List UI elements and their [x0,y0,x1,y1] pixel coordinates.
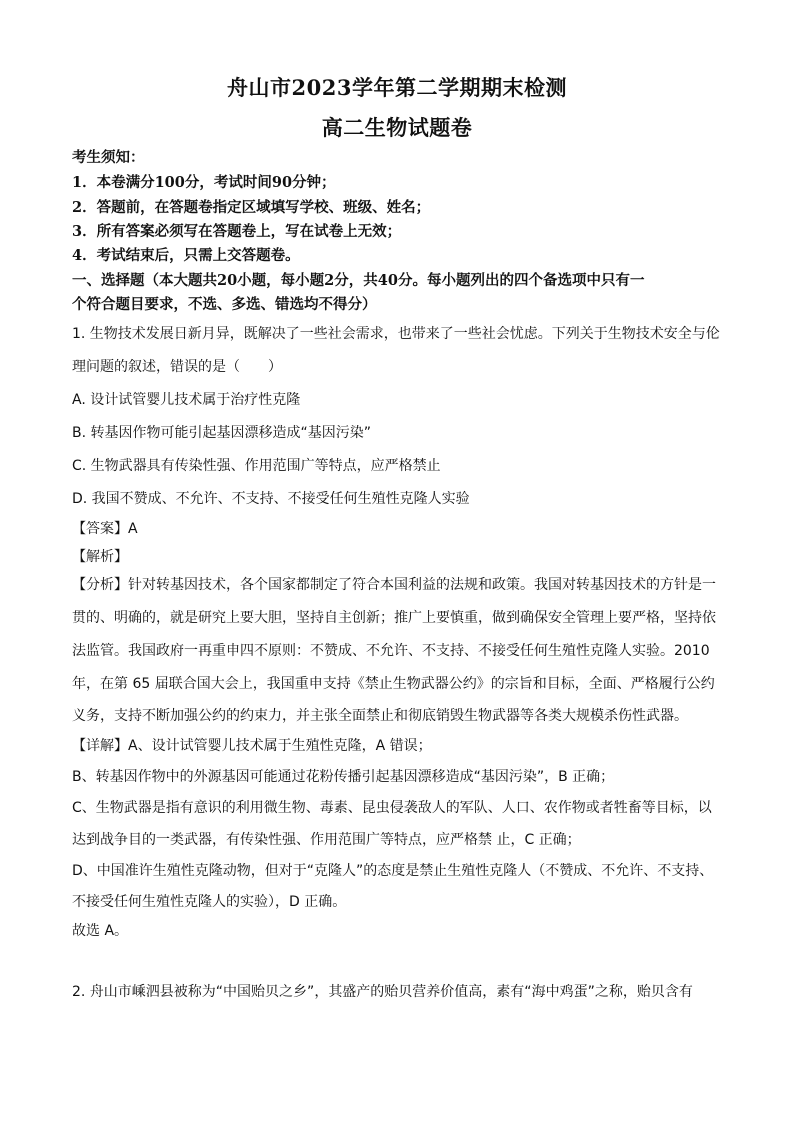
q1-detail-line: B、转基因作物中的外源基因可能通过花粉传播引起基因漂移造成“基因污染”，B 正确； [72,769,615,785]
q1-analysis-line: 年，在第 65 届联合国大会上，我国重申支持《禁止生物武器公约》的宗旨和目标，全面、严格履行公约 [72,676,715,692]
q1-analysis-line: 贯的、明确的，就是研究上要大胆，坚持自主创新；推广上要慎重，做到确保安全管理上要严格，坚持依 [72,610,716,626]
q1-detail-line: C、生物武器是指有意识的利用微生物、毒素、昆虫侵袭敌人的军队、人口、农作物或者牲畜等目标，以 [72,800,712,816]
q1-detail-line: 不接受任何生殖性克隆人的实验），D 正确。 [72,894,347,910]
q1-option-b: B. 转基因作物可能引起基因漂移造成“基因污染” [72,425,372,441]
q1-stem: 1. 生物技术发展日新月异，既解决了一些社会需求，也带来了一些社会忧虑。下列关于生物技术安全与伦 [72,326,720,342]
q1-option-d: D. 我国不赞成、不允许、不支持、不接受任何生殖性克隆人实验 [72,491,470,507]
exam-title: 舟山市2023学年第二学期期末检测 [227,75,567,100]
q2-stem: 2. 舟山市嵊泗县被称为“中国贻贝之乡”，其盛产的贻贝营养价值高，素有“海中鸡蛋”之称，贻贝含有 [72,984,693,1000]
notice-item: 2．答题前，在答题卷指定区域填写学校、班级、姓名； [72,199,431,216]
q1-analysis-line: 义务，支持不断加强公约的约束力，并主张全面禁止和彻底销毁生物武器等各类大规模杀伤性武器。 [72,708,688,724]
section-heading: 一、选择题（本大题共20小题，每小题2分，共40分。每小题列出的四个备选项中只有一 [72,272,645,289]
exam-subtitle: 高二生物试题卷 [321,115,473,140]
notice-item: 1．本卷满分100分，考试时间90分钟； [72,174,336,191]
q1-conclusion: 故选 A。 [72,923,129,939]
q1-analysis-label: 【解析】 [72,549,128,565]
notice-item: 4．考试结束后，只需上交答题卷。 [72,247,300,264]
q1-analysis-line: 法监管。我国政府一再重申四不原则：不赞成、不允许、不支持、不接受任何生殖性克隆人实验。2010 [72,643,710,659]
q1-detail-line: D、中国准许生殖性克隆动物，但对于“克隆人”的态度是禁止生殖性克隆人（不赞成、不允许、不支持、 [72,863,714,879]
q1-detail-line: 达到战争目的一类武器，有传染性强、作用范围广等特点，应严格禁 止，C 正确； [72,832,581,848]
q1-stem-cont: 理问题的叙述，错误的是（ ） [72,359,282,375]
notice-item: 3．所有答案必须写在答题卷上，写在试卷上无效； [72,223,402,240]
notice-heading: 考生须知： [72,149,145,166]
q1-option-c: C. 生物武器具有传染性强、作用范围广等特点，应严格禁止 [72,458,441,474]
q1-answer: 【答案】A [72,521,138,537]
section-heading-cont: 个符合题目要求，不选、多选、错选均不得分） [72,296,377,313]
q1-detail-line: 【详解】A、设计试管婴儿技术属于生殖性克隆，A 错误； [72,738,432,754]
q1-analysis-line: 【分析】针对转基因技术，各个国家都制定了符合本国利益的法规和政策。我国对转基因技术的方针是一 [72,577,716,593]
q1-option-a: A. 设计试管婴儿技术属于治疗性克隆 [72,392,301,408]
